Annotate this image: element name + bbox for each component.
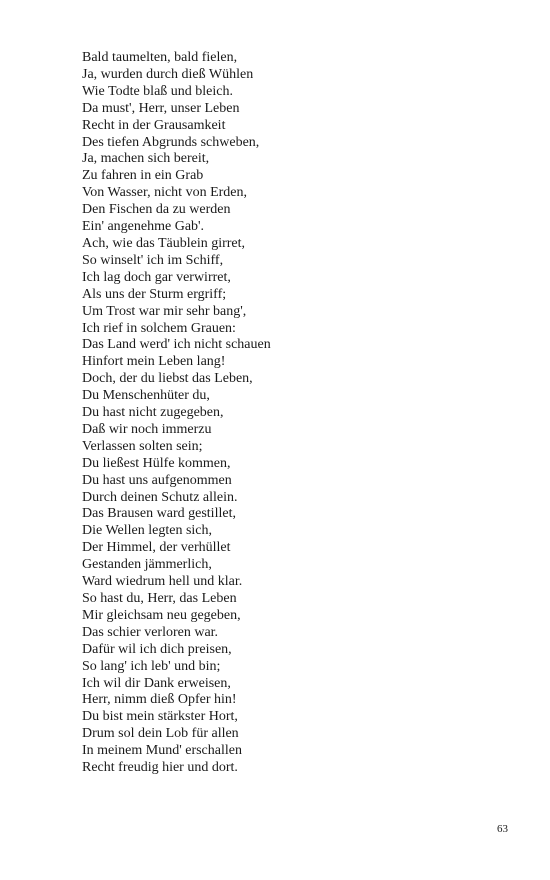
poem-line: Du hast nicht zugegeben, (82, 405, 224, 421)
poem-line: Ein' angenehme Gab'. (82, 219, 205, 235)
poem-text (82, 50, 271, 777)
poem-line: Doch, der du liebst das Leben, (82, 371, 253, 387)
page-number: 63 (497, 823, 508, 835)
poem-line: Die Wellen legten sich, (82, 523, 213, 539)
poem-line: Du bist mein stärkster Hort, (82, 709, 238, 725)
poem-line: Den Fischen da zu werden (82, 202, 231, 218)
poem-line: Du hast uns aufgenommen (82, 472, 232, 488)
poem-line: Der Himmel, der verhüllet (82, 540, 231, 556)
poem-line: Recht freudig hier und dort. (82, 760, 238, 776)
poem-line: Ward wiedrum hell und klar. (82, 574, 243, 590)
poem-line: Durch deinen Schutz allein. (82, 489, 238, 505)
poem-line: In meinem Mund' erschallen (82, 743, 242, 759)
poem-line: Verlassen solten sein; (82, 438, 203, 454)
poem-line: Da must', Herr, unser Leben (82, 100, 240, 116)
poem-line: Du Menschenhüter du, (82, 388, 210, 404)
poem-line: Dafür wil ich dich preisen, (82, 641, 232, 657)
poem-line: Ich rief in solchem Grauen: (82, 320, 236, 336)
poem-line: Ja, wurden durch dieß Wühlen (82, 66, 254, 82)
poem-line: Zu fahren in ein Grab (82, 168, 204, 184)
poem-line: Mir gleichsam neu gegeben, (82, 607, 241, 623)
poem-line: Gestanden jämmerlich, (82, 557, 212, 573)
poem-line: Daß wir noch immerzu (82, 421, 212, 437)
poem-line: Ja, machen sich bereit, (82, 151, 210, 167)
poem-line: So winselt' ich im Schiff, (82, 252, 224, 268)
poem-line: Das Brausen ward gestillet, (82, 506, 236, 522)
poem-line: Hinfort mein Leben lang! (82, 354, 226, 370)
poem-line: Um Trost war mir sehr bang', (82, 303, 247, 319)
poem-line: Du ließest Hülfe kommen, (82, 455, 231, 471)
poem-line: Das Land werd' ich nicht schauen (82, 337, 271, 353)
poem-line: Recht in der Grausamkeit (82, 117, 226, 133)
poem-line: So hast du, Herr, das Leben (82, 591, 237, 606)
poem-line: Das schier verloren war. (82, 624, 219, 640)
poem-line: Bald taumelten, bald fielen, (82, 50, 238, 65)
poem-line: Drum sol dein Lob für allen (82, 726, 239, 742)
poem-line: Wie Todte blaß und bleich. (82, 83, 233, 99)
poem-line: Ich lag doch gar verwirret, (82, 269, 231, 285)
poem-line: Von Wasser, nicht von Erden, (82, 185, 247, 201)
poem-line: Ach, wie das Täublein girret, (82, 235, 246, 251)
poem-line: Herr, nimm dieß Opfer hin! (82, 692, 237, 708)
poem-line: Als uns der Sturm ergriff; (82, 286, 227, 302)
poem-line: Des tiefen Abgrunds schweben, (82, 134, 260, 150)
poem-line: So lang' ich leb' und bin; (82, 658, 221, 674)
poem-line: Ich wil dir Dank erweisen, (82, 675, 231, 691)
